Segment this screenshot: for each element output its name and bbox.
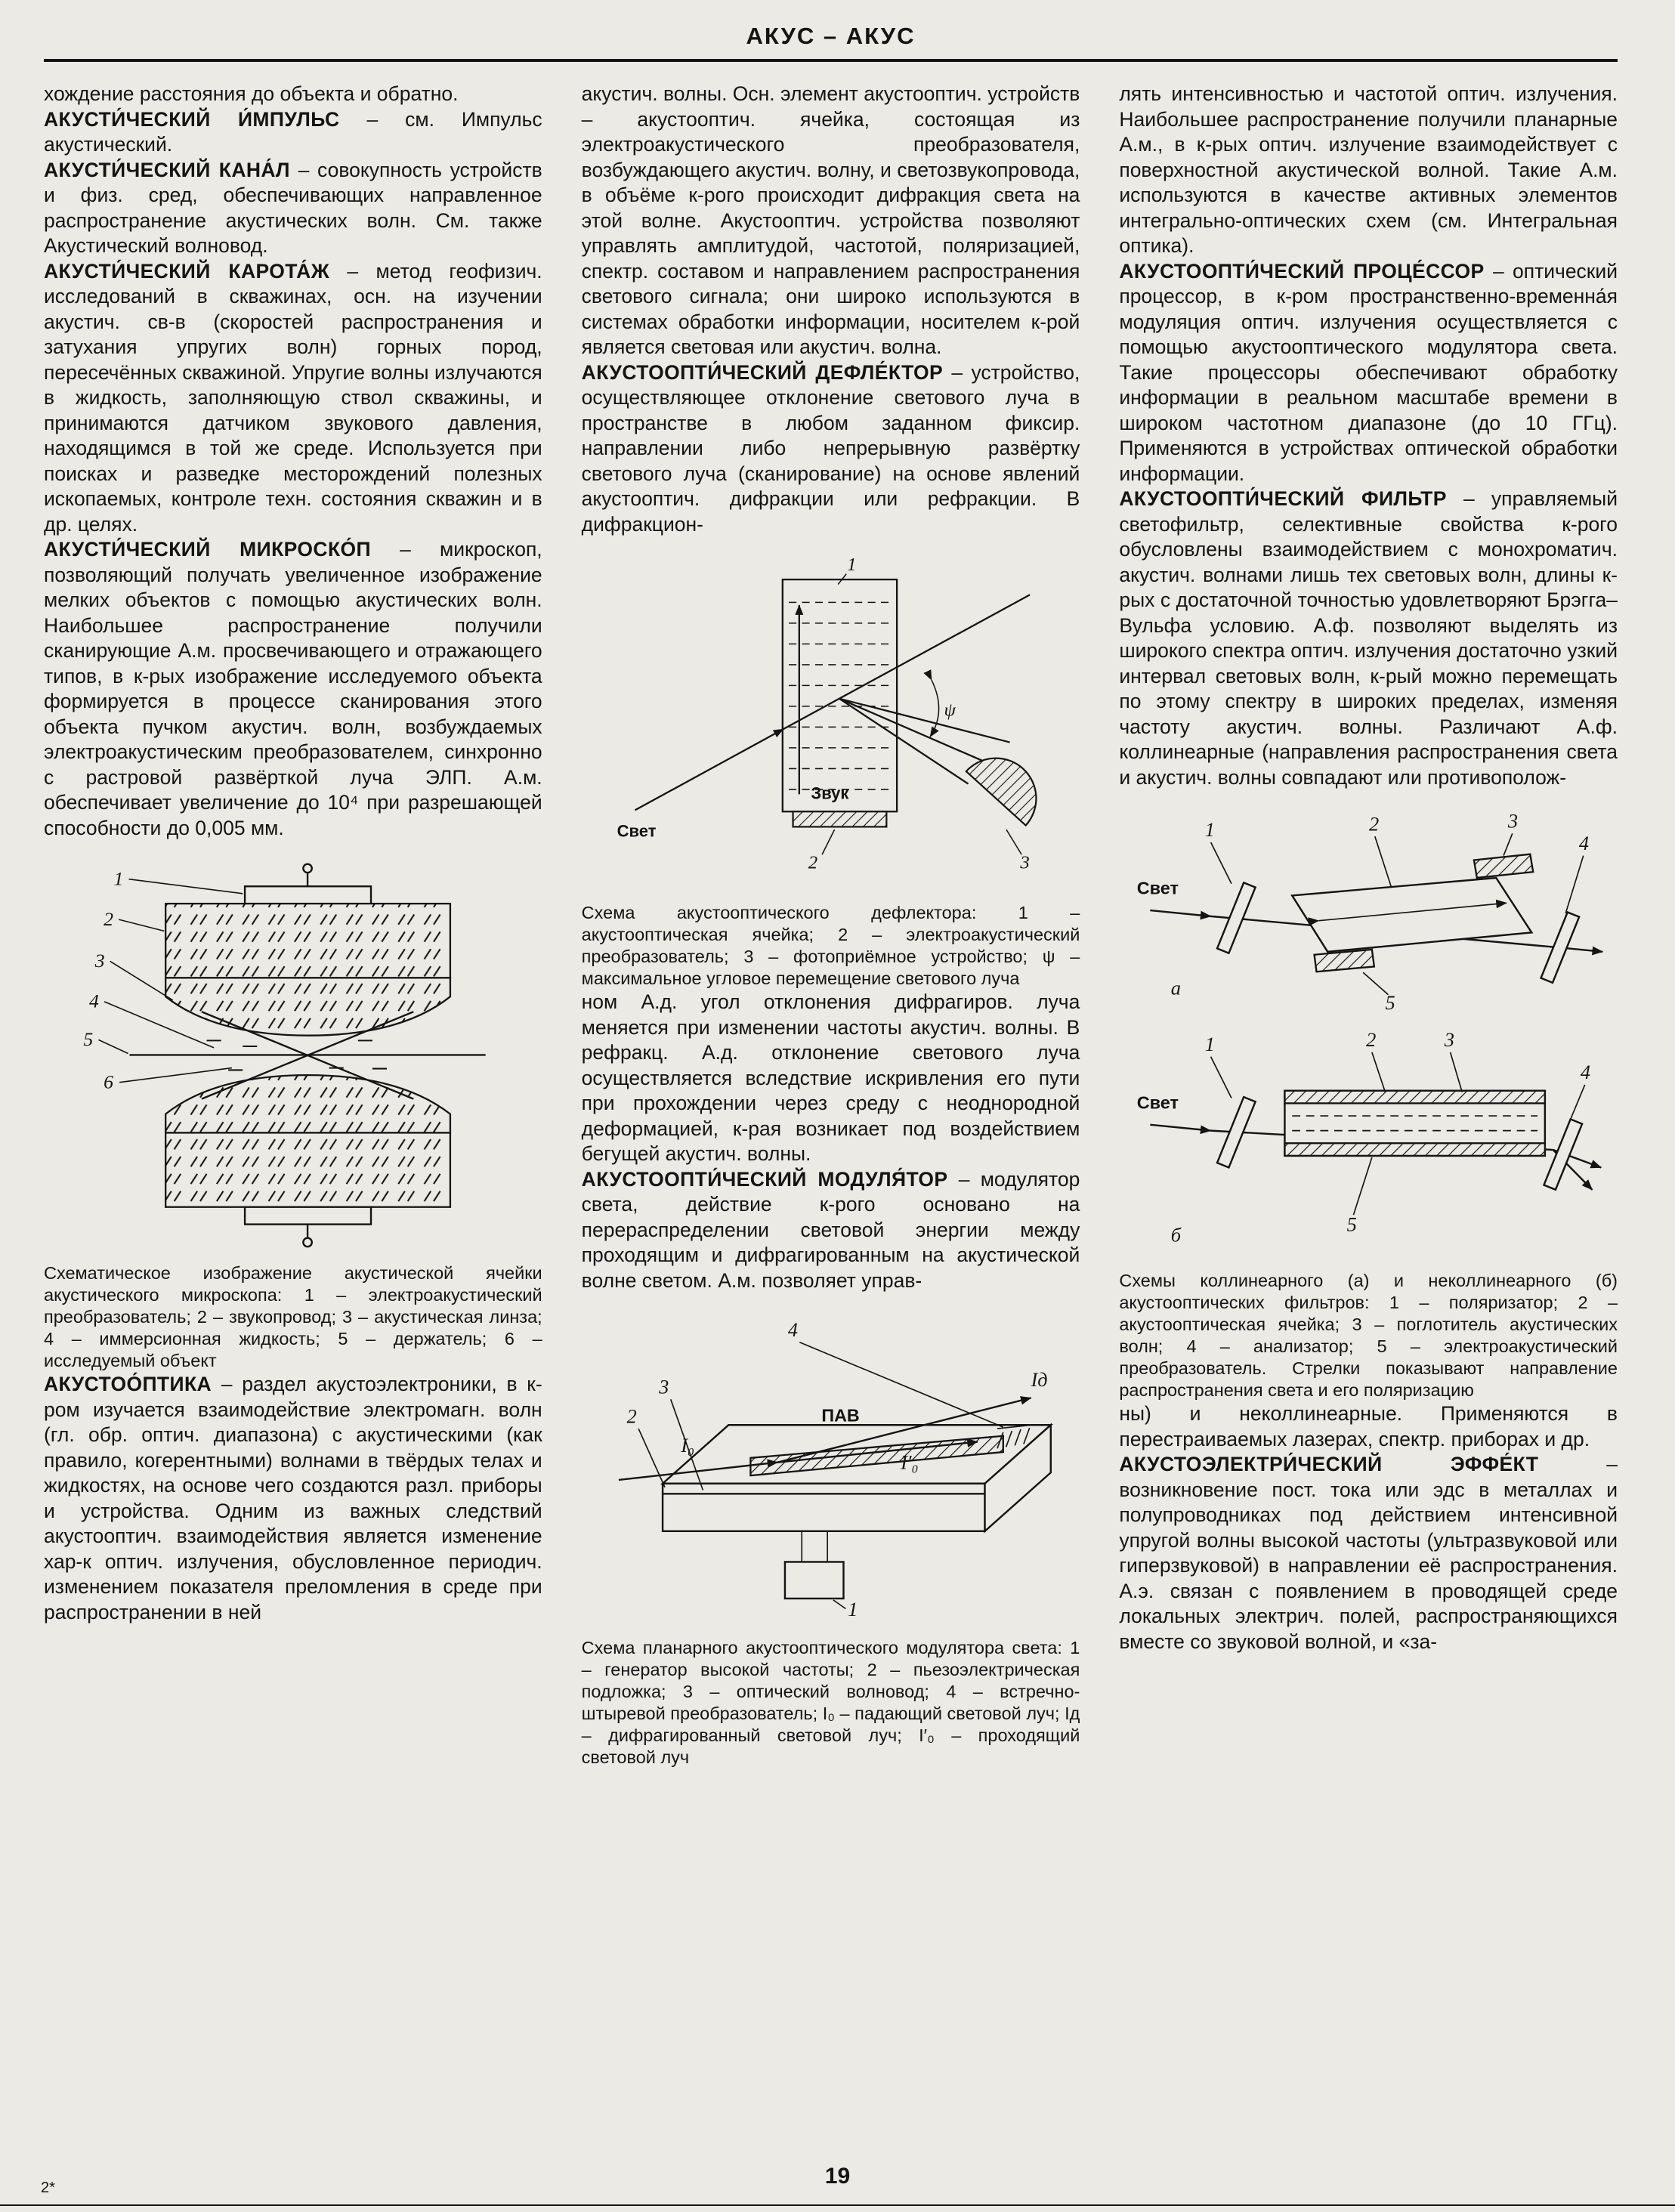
figure-label: 1 bbox=[846, 555, 856, 576]
article-text: – микроскоп, позволяющий получать увеличенное изображение мелких объектов с помощью акустических волн. Наибольшее распространение получили сканирующие А.м. просвечивающего и отражающего типов, в к-рых изображение исследуемого объекта формируется в процессе сканирования этого объекта пучком акустич. волн, возбуждаемых электроакустическим преобразователем, синхронно с растровой развёрткой луча ЭЛП. А.м. обеспечивает увеличение до 10⁴ при разрешающей способности до 0,005 мм. bbox=[44, 538, 542, 839]
article-text: – см. Импульс акустический. bbox=[44, 107, 542, 156]
light-label: Свет bbox=[1136, 878, 1179, 898]
article-acoustic-microscope bbox=[44, 537, 542, 841]
article-acoustic-channel bbox=[44, 158, 542, 259]
article-term: АКУСТОЭЛЕКТРИ́ЧЕСКИЙ ЭФФЕ́КТ bbox=[1119, 1453, 1539, 1476]
column-1 bbox=[44, 82, 542, 1769]
figure-caption-deflector: Схема акустооптического дефлектора: 1 – акустооптическая ячейка; 2 – электроакустический преобразователь; 3 – фотоприёмное устройство; ψ – максимальное угловое перемещение светового луча bbox=[581, 903, 1080, 989]
modulator-diagram bbox=[593, 1311, 1069, 1627]
transducer-a bbox=[1315, 950, 1374, 972]
figure-label: 5 bbox=[1385, 991, 1395, 1015]
absorber-a bbox=[1474, 854, 1533, 878]
figure-label: 4 bbox=[88, 990, 99, 1012]
article-text: – совокупность устройств и физ. сред, обеспечивающих направленное распространение акустических волн. См. также Акустический волновод. bbox=[44, 158, 542, 257]
article-acoustooptic-filter bbox=[1119, 487, 1618, 790]
figure-label: 5 bbox=[1346, 1213, 1357, 1236]
figure-label: 3 bbox=[1508, 809, 1519, 833]
column-2 bbox=[582, 82, 1080, 1769]
article-term: АКУСТИ́ЧЕСКИЙ КАРОТА́Ж bbox=[44, 259, 330, 283]
figure-label: 2 bbox=[1366, 1028, 1377, 1052]
analyzer-b bbox=[1544, 1119, 1583, 1189]
paragraph-filter-continued: ны) и неколлинеарные. Применяются в перестраиваемых лазерах, спектр. приборах и др. bbox=[1119, 1402, 1618, 1450]
article-term: АКУСТИ́ЧЕСКИЙ МИКРОСКО́П bbox=[44, 538, 371, 561]
deflector-diagram bbox=[606, 555, 1056, 891]
signature-mark: 2* bbox=[41, 2180, 55, 2196]
microscope-cell-diagram bbox=[59, 859, 527, 1252]
cell-a bbox=[1292, 878, 1531, 952]
article-term: АКУСТООПТИ́ЧЕСКИЙ ФИЛЬТР bbox=[1119, 487, 1447, 510]
figure-label: 3 bbox=[1019, 852, 1030, 873]
generator bbox=[784, 1531, 845, 1609]
article-acoustic-impulse bbox=[44, 107, 542, 158]
figure-acoustooptic-filters bbox=[1119, 808, 1618, 1265]
article-term: АКУСТООПТИ́ЧЕСКИЙ ДЕФЛЕ́КТОР bbox=[581, 360, 944, 384]
subfigure-label-a: а bbox=[1170, 976, 1182, 999]
saw-label: ПАВ bbox=[821, 1405, 860, 1426]
article-text: – возникновение пост. тока или эдс в металлах и полупроводниках под действием интенсивной упругой волны высокой частоты (ультразвуковой или гиперзвуковой) в направлении её распространения. А.э. связан с появлением в проводящей среде локальных электрич. полей, распространяющихся вместе со звуковой волной, и «за- bbox=[1119, 1453, 1618, 1653]
figure-label: 3 bbox=[94, 950, 105, 972]
figure-label: 3 bbox=[658, 1376, 669, 1398]
article-text: – управляемый светофильтр, селективные свойства к-рого обусловлены взаимодействием с монохроматич. акустич. волнами лишь тех световых волн, длины к-рых с достаточной точностью удовлетворяют Брэгга–Вульфа условию. А.ф. позволяют выделять из широкого спектра оптич. излучения достаточно узкий интервал световых волн, к-рый можно перемещать по этому спектру в широких пределах, изменяя частоту акустич. волны. Различают А.ф. коллинеарные (направления распространения света и акустич. волны совпадают или противополож- bbox=[1119, 487, 1618, 789]
figure-acoustooptic-deflector bbox=[582, 555, 1080, 897]
paragraph-deflector-continued: ном А.д. угол отклонения дифрагиров. луча меняется при изменении частоты акустич. волны. В рефракц. А.д. отклонение светового луча осуществляется вследствие искривления его пути при прохождении через среду с неоднородной деформацией, к-рая возникает под воздействием бегущей акустич. волны. bbox=[581, 990, 1080, 1166]
paragraph-continuation: хождение расстояния до объекта и обратно. bbox=[44, 82, 459, 105]
article-text: – оптический процессор, в к-ром пространственно-временна́я модуляция оптич. излучения осуществляется с помощью акустооптического модулятора света. Такие процессоры обеспечивают обработку информации в реальном масштабе времени в широком частотном диапазоне (до 10 ГГц). Применяются в устройствах оптической обработки информации. bbox=[1119, 259, 1618, 485]
figure-caption-filters: Схемы коллинеарного (а) и неколлинеарного (б) акустооптических фильтров: 1 – поляризатор; 2 – акустооптическая ячейка; 3 – поглотитель акустических волн; 4 – анализатор; 5 – электроакустический преобразователь. Стрелки показывают направление распространения света и его поляризацию bbox=[1119, 1271, 1618, 1401]
analyzer-a bbox=[1541, 912, 1580, 982]
figure-label: 4 bbox=[1580, 1061, 1591, 1084]
light-label: Свет bbox=[1136, 1092, 1179, 1113]
article-term: АКУСТООПТИ́ЧЕСКИЙ ПРОЦЕ́ССОР bbox=[1119, 259, 1485, 283]
paragraph-continuation: лять интенсивностью и частотой оптич. излучения. Наибольшее распространение получили планарные А.м., в к-рых оптич. излучение взаимодействует с поверхностной акустической волной. Такие А.м. используются в качестве активных элементов интегрально-оптических схем (см. Интегральная оптика). bbox=[1119, 82, 1618, 257]
bottom-electrode bbox=[245, 1207, 371, 1247]
columns bbox=[44, 82, 1618, 1769]
figure-label: 1 bbox=[113, 867, 124, 890]
figure-label: 2 bbox=[808, 852, 817, 873]
cell-b bbox=[1285, 1091, 1545, 1156]
paragraph-continuation: акустич. волны. Осн. элемент акустооптич. устройств – акустооптич. ячейка, состоящая из электроакустического преобразователя, возбуждающего акустич. волну, и светозвукопровода, в объёме к-рого происходит дифракция света на этой волне. Акустооптич. устройства позволяют управлять амплитудой, частотой, поляризацией, спектр. составом и направлением распространения светового сигнала; они широко используются в системах обработки информации, носителем к-рой является световая или акустич. волна. bbox=[581, 82, 1080, 358]
figure-acoustic-microscope-cell bbox=[44, 859, 542, 1258]
transducer bbox=[793, 811, 886, 854]
figure-label: 2 bbox=[626, 1405, 637, 1428]
photodetector bbox=[966, 758, 1036, 854]
figure-label: 5 bbox=[83, 1028, 94, 1051]
figure-label: 2 bbox=[103, 907, 113, 930]
article-term: АКУСТООПТИ́ЧЕСКИЙ МОДУЛЯ́ТОР bbox=[581, 1167, 948, 1191]
top-electrode bbox=[245, 864, 371, 904]
acoustooptic-cell bbox=[782, 579, 896, 811]
page-number: 19 bbox=[824, 2164, 851, 2189]
figure-planar-modulator bbox=[582, 1311, 1080, 1633]
sound-label: Звук bbox=[810, 783, 848, 803]
figure-label: 4 bbox=[787, 1319, 798, 1342]
figure-caption-microscope: Схематическое изображение акустической ячейки акустического микроскопа: 1 – электроакустический преобразователь; 2 – звукопровод; 3 – акустическая линза; 4 – иммерсионная жидкость; 5 – держатель; 6 – исследуемый объект bbox=[44, 1263, 542, 1371]
leader-line bbox=[638, 1429, 665, 1488]
article-acoustooptic-processor bbox=[1119, 259, 1618, 487]
light-label: Свет bbox=[617, 821, 657, 841]
article-term: АКУСТИ́ЧЕСКИЙ КАНА́Л bbox=[44, 158, 290, 181]
article-term: АКУСТИ́ЧЕСКИЙ И́МПУЛЬС bbox=[44, 107, 340, 131]
article-acoustooptic-deflector bbox=[582, 360, 1080, 538]
figure-label: 4 bbox=[1579, 831, 1590, 854]
article-acoustooptic-modulator bbox=[582, 1167, 1080, 1294]
running-head: АКУС – АКУС bbox=[746, 23, 916, 49]
article-text: – устройство, осуществляющее отклонение светового луча в пространстве в любом заданном фиксир. направлении либо непрерывную развёртку светового луча (сканирование) на основе явлений акустооптич. дифракции или рефракции. В дифракцион- bbox=[581, 360, 1080, 536]
figure-label: 3 bbox=[1444, 1028, 1455, 1052]
article-acoustoelectric-effect bbox=[1119, 1452, 1618, 1654]
through-beam-label: I′₀ bbox=[900, 1451, 919, 1474]
article-text: – метод геофизич. исследований в скважинах, осн. на изучении акустич. св-в (скоростей распространения и затухания упругих волн) горных пород, пересечённых скважиной. Упругие волны излучаются в жидкость, заполняющую ствол скважины, и принимаются датчиком звукового давления, находящимся в той же среде. Используется при поисках и разведке месторождений полезных ископаемых, контроле техн. состояния скважин и в др. целях. bbox=[44, 259, 542, 536]
article-acoustic-logging bbox=[44, 259, 542, 538]
incident-beam-label: I₀ bbox=[680, 1435, 694, 1457]
header-rule bbox=[44, 59, 1618, 62]
column-3 bbox=[1119, 82, 1618, 1769]
article-term: АКУСТОО́ПТИКА bbox=[44, 1373, 212, 1396]
figure-label: 1 bbox=[1204, 1032, 1216, 1055]
figure-label: 2 bbox=[1369, 812, 1380, 836]
article-text: – раздел акустоэлектроники, в к-ром изучается взаимодействие электромагн. волн (гл. обр. оптич. диапазона) с акустическими (как правило, когерентными) волнами в твёрдых телах и жидкостях, на основе чего создаются разл. приборы и устройства. Одним из важных следствий акустооптич. взаимодействия является изменение хар-к оптич. излучения, обусловленное периодич. изменением показателя преломления в среде при распространении в ней bbox=[44, 1373, 542, 1623]
diffracted-beam-label: Iд bbox=[1031, 1369, 1048, 1392]
figure-label: 1 bbox=[847, 1599, 858, 1621]
figure-label: 1 bbox=[1204, 818, 1216, 842]
figure-label: 6 bbox=[103, 1070, 113, 1093]
subfigure-label-b: б bbox=[1170, 1223, 1182, 1247]
filters-diagram bbox=[1128, 808, 1609, 1259]
bottom-rule bbox=[0, 2204, 1675, 2206]
article-text: – модулятор света, действие к-рого основано на перераспределении световой энергии между проходящим и дифрагированным на акустической волне светом. А.м. позволяет управ- bbox=[581, 1167, 1080, 1292]
figure-caption-modulator: Схема планарного акустооптического модулятора света: 1 – генератор высокой частоты; 2 – пьезоэлектрическая подложка; 3 – оптический волновод; 4 – встречно-штыревой преобразователь; I₀ – падающий световой луч; Iд – дифрагированный световой луч; I′₀ – проходящий световой луч bbox=[581, 1638, 1080, 1768]
psi-label: ψ bbox=[943, 700, 956, 721]
article-acoustooptics bbox=[44, 1372, 542, 1625]
